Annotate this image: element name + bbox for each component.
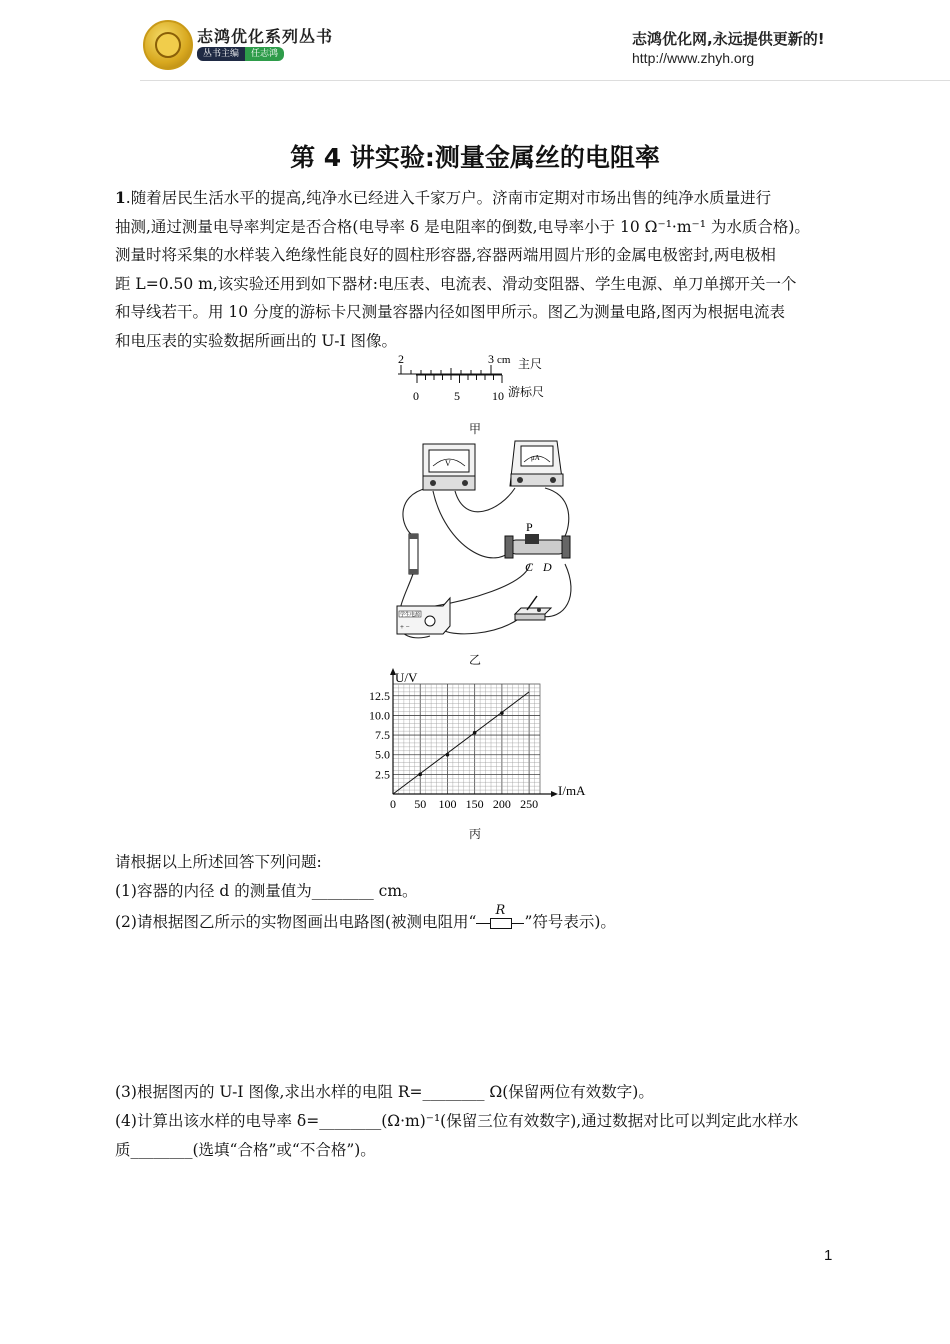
main-scale-label: 主尺 [518,357,543,371]
sliding-rheostat [505,520,570,574]
page-header [0,0,950,82]
page-title: 第 4 讲实验:测量金属丝的电阻率 [290,143,660,172]
y-tick-label: 12.5 [369,688,390,703]
intro-line-4: 距 L=0.50 m,该实验还用到如下器材:电压表、电流表、滑动变阻器、学生电源、单刀单掷开关一个 [115,274,797,293]
vernier-tick-5: 5 [454,389,460,403]
question-prompt: 请根据以上所述回答下列问题: [115,853,322,871]
power-supply-label: 学生电源 [400,613,421,618]
x-tick-label: 250 [520,797,539,811]
u-i-chart [360,668,595,816]
intro-line-1: 1.随着居民生活水平的提高,纯净水已经进入千家万户。济南市定期对市场出售的纯净水质量进行 [115,188,772,207]
x-axis-label: I/mA [558,783,586,798]
caption-yi: 乙 [469,653,482,667]
y-tick-label: 7.5 [375,728,390,743]
caption-bing: 丙 [469,827,482,841]
brand-sub-left: 丛书主编 [197,47,245,61]
y-tick-label: 2.5 [375,767,390,782]
voltmeter-label: V [445,459,451,468]
circuit-apparatus-figure [375,436,585,641]
data-point [473,731,477,735]
terminal-d-label: D [543,560,552,574]
vernier-scale-label: 游标尺 [508,385,545,399]
vernier-scale-ticks [417,375,502,383]
main-unit: cm [497,354,511,366]
resistor-symbol-icon: R [476,915,524,931]
intro-line-3: 测量时将采集的水样装入绝缘性能良好的圆柱形容器,容器两端用圆片形的金属电极密封,两电极相 [115,246,776,264]
voltmeter [423,444,475,490]
y-axis-label: U/V [395,670,418,685]
header-url[interactable]: http://www.zhyh.org [632,50,755,66]
brand-logo-icon [143,20,193,70]
question-number: 1 [115,188,126,207]
intro-line-6: 和电压表的实验数据所画出的 U-I 图像。 [115,331,398,350]
question-2: (2)请根据图乙所示的实物图画出电路图(被测电阻用“ R ”符号表示)。 [115,903,616,931]
x-tick-label: 200 [492,797,511,811]
question-1: (1)容器的内径 d 的测量值为________ cm。 [115,882,418,900]
x-tick-label: 100 [438,797,457,811]
data-point [446,753,450,757]
page-number: 1 [824,1247,833,1264]
data-point [500,711,504,715]
brand-subtitle [197,47,284,61]
ammeter-label: μA [531,454,540,462]
caption-jia: 甲 [469,422,482,436]
x-tick-label: 150 [465,797,484,811]
student-power-supply [397,598,450,634]
terminal-c-label: C [525,560,534,574]
brand-sub-right: 任志鸿 [245,47,284,61]
water-sample-tube [409,534,418,574]
slider-label-p: P [526,520,533,534]
main-scale-ticks [401,365,491,374]
y-tick-label: 5.0 [375,747,390,762]
vernier-caliper-figure [390,352,565,407]
main-tick-3: 3 [488,352,494,366]
vernier-tick-0: 0 [413,389,419,403]
question-4-line-1: (4)计算出该水样的电导率 δ=________(Ω·m)⁻¹(保留三位有效数字),通过数据对比可以判定此水样水 [115,1112,799,1130]
x-tick-label: 0 [390,797,396,811]
question-intro [115,184,840,355]
question-3: (3)根据图丙的 U-I 图像,求出水样的电阻 R=________ Ω(保留两位有效数字)。 [115,1083,654,1101]
ammeter [510,441,563,486]
x-tick-label: 50 [414,797,427,811]
vernier-tick-10: 10 [492,389,504,403]
x-axis-arrow-icon [551,791,558,797]
header-slogan: 志鸿优化网,永远提供更新的! [632,30,825,48]
intro-line-5: 和导线若干。用 10 分度的游标卡尺测量容器内径如图甲所示。图乙为测量电路,图丙为根据电流表 [115,303,786,321]
data-point [418,773,422,777]
y-tick-label: 10.0 [369,708,390,723]
intro-line-2: 抽测,通过测量电导率判定是否合格(电导率 δ 是电阻率的倒数,电导率小于 10 Ω⁻¹·m⁻¹ 为水质合格)。 [115,217,810,236]
brand-title: 志鸿优化系列丛书 [197,27,334,46]
question-4-line-2: 质________(选填“合格”或“不合格”)。 [115,1141,376,1159]
svg-text:+ −: + − [400,623,410,631]
main-tick-2: 2 [398,352,404,366]
header-divider [140,80,950,81]
